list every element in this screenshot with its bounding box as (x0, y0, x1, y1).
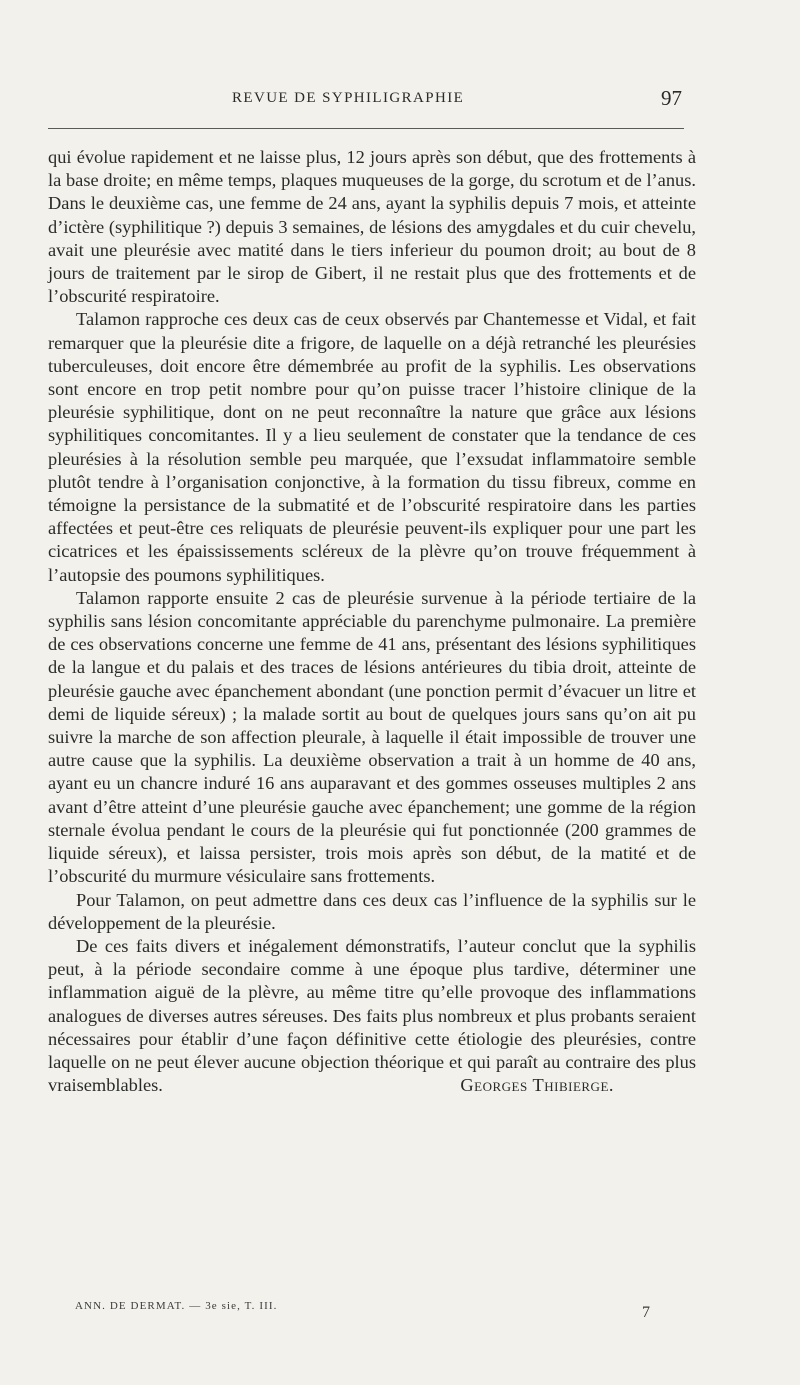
paragraph-4: Pour Talamon, on peut admettre dans ces deux cas l’influence de la syphilis sur le développement de la pleurésie. (48, 889, 696, 933)
paragraph-1: qui évolue rapidement et ne laisse plus, 12 jours après son début, que des frottements à la base droite; en même temps, plaques muqueuses de la gorge, du scrotum et de l’anus. Dans le deuxième cas, une femme de 24 ans, ayant la syphilis depuis 7 mois, et atteinte d’ictère (syphilitique ?) depuis 3 semaines, de lésions des amygdales et du cuir chevelu, avait une pleurésie avec matité dans le tiers inferieur du poumon droit; au bout de 8 jours de traitement par le sirop de Gibert, il ne restait plus que des frottements et de l’obscurité respiratoire. (48, 147, 696, 307)
paragraph-3: Talamon rapporte ensuite 2 cas de pleurésie survenue à la période tertiaire de la syphilis sans lésion concomitante appréciable du parenchyme pulmonaire. La première de ces observations concerne une femme de 41 ans, présentant des lésions syphilitiques de la langue et du palais et des traces de lésions antérieures du tibia droit, atteinte de pleurésie gauche avec épanchement abondant (une ponction permit d’évacuer un litre et demi de liquide séreux) ; la malade sortit au bout de quelques jours sans qu’on ait pu suivre la marche de son affection pleurale, à laquelle il était impossible de trouver une autre cause que la syphilis. La deuxième observation a trait à un homme de 40 ans, ayant eu un chancre induré 16 ans auparavant et des gommes osseuses multiples 2 ans avant d’être atteint d’une pleurésie gauche avec épanchement; une gomme de la région sternale évolua pendant le cours de la pleurésie qui fut ponctionnée (200 grammes de liquide séreux), et laissa persister, trois mois après son début, de la matité et de l’obscurité du murmure vésiculaire sans frottements. (48, 587, 696, 887)
paragraph-2: Talamon rapproche ces deux cas de ceux observés par Chantemesse et Vidal, et fait remarquer que la pleurésie dite a frigore, de laquelle on a déjà retranché les pleurésies tuberculeuses, doit encore être démembrée au profit de la syphilis. Les observations sont encore en trop petit nombre pour qu’on puisse tracer l’histoire clinique de la pleurésie syphilitique, dont on ne peut reconnaître la nature que grâce aux lésions syphilitiques concomitantes. Il y a lieu seulement de constater que la tendance de ces pleurésies à la résolution semble peu marquée, que l’exsudat inflammatoire semble plutôt tendre à l’organisation conjonctive, à la formation du tissu fibreux, comme en témoigne la persistance de la submatité et de l’obscurité respiratoire dans les parties affectées et peut-être ces reliquats de pleurésie peuvent-ils expliquer pour une part les cicatrices et les épaississements scléreux de la plèvre qu’on trouve fréquemment à l’autopsie des poumons syphilitiques. (48, 309, 696, 585)
footer-journal-reference: ANN. DE DERMAT. — 3e sie, T. III. (75, 1300, 278, 1312)
paragraph-5: De ces faits divers et inégalement démonstratifs, l’auteur conclut que la syphilis peut, à la période secondaire comme à une époque plus tardive, déterminer une inflammation aiguë de la plèvre, au même titre qu’elle provoque des inflammations analogues de diverses autres séreuses. Des faits plus nombreux et plus probants seraient nécessaires pour établir d’une façon définitive cette étiologie des pleurésies, contre laquelle on ne peut élever aucune objection théorique et qui paraît au contraire des plus vraisemblables. (48, 935, 696, 1096)
running-title: REVUE DE SYPHILIGRAPHIE (232, 90, 465, 106)
paragraph-5-wrapper (48, 935, 696, 1097)
page-number: 97 (661, 86, 682, 110)
header-rule (48, 128, 684, 129)
author-signature: Georges Thibierge. (460, 1075, 614, 1096)
signature-mark: 7 (642, 1304, 650, 1321)
body-text (48, 146, 696, 1097)
running-header (48, 88, 684, 114)
